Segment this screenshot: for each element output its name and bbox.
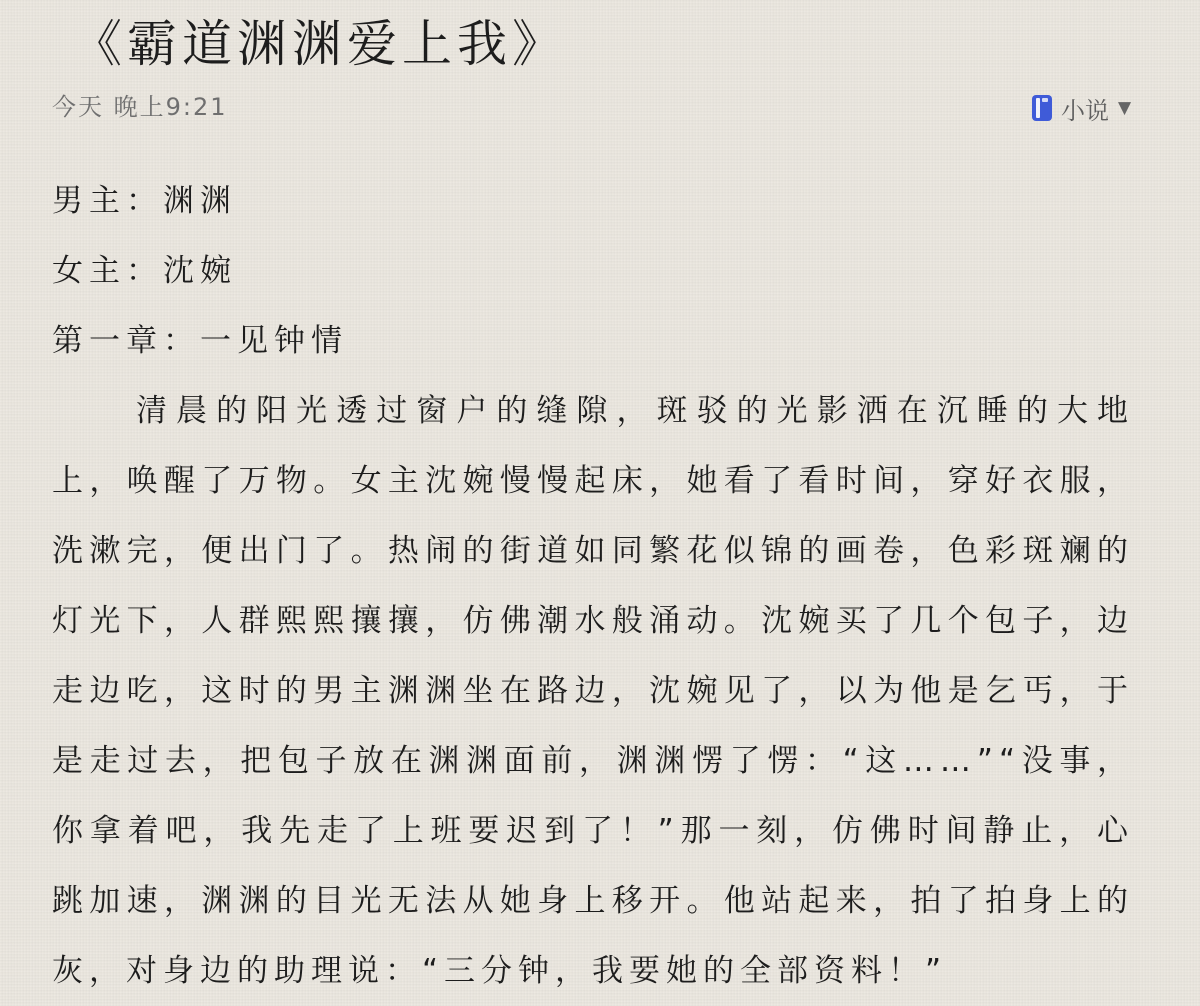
note-timestamp: 今天 晚上9:21 — [52, 93, 228, 121]
chevron-down-icon: ▼ — [1118, 97, 1132, 118]
male-lead-line: 男主：渊渊 — [52, 183, 237, 219]
note-title[interactable]: 《霸道渊渊爱上我》 — [72, 15, 567, 73]
folder-icon — [1030, 93, 1054, 123]
folder-selector[interactable] — [1030, 90, 1131, 126]
note-content[interactable] — [52, 166, 1134, 1006]
story-paragraph: 清晨的阳光透过窗户的缝隙，斑驳的光影洒在沉睡的大地上，唤醒了万物。女主沈婉慢慢起床，她看了看时间，穿好衣服，洗漱完，便出门了。热闹的街道如同繁花似锦的画卷，色彩斑斓的灯光下，人群熙熙攘攘，仿佛潮水般涌动。沈婉买了几个包子，边走边吃，这时的男主渊渊坐在路边，沈婉见了，以为他是乞丐，于是走过去，把包子放在渊渊面前，渊渊愣了愣：“这……”“没事，你拿着吧，我先走了上班要迟到了！”那一刻，仿佛时间静止，心跳加速，渊渊的目光无法从她身上移开。他站起来，拍了拍身上的灰，对身边的助理说：“三分钟，我要她的全部资料！” — [52, 393, 1134, 989]
female-lead-line: 女主：沈婉 — [52, 253, 237, 289]
chapter-heading: 第一章：一见钟情 — [52, 323, 348, 359]
folder-label: 小说 — [1061, 96, 1109, 125]
